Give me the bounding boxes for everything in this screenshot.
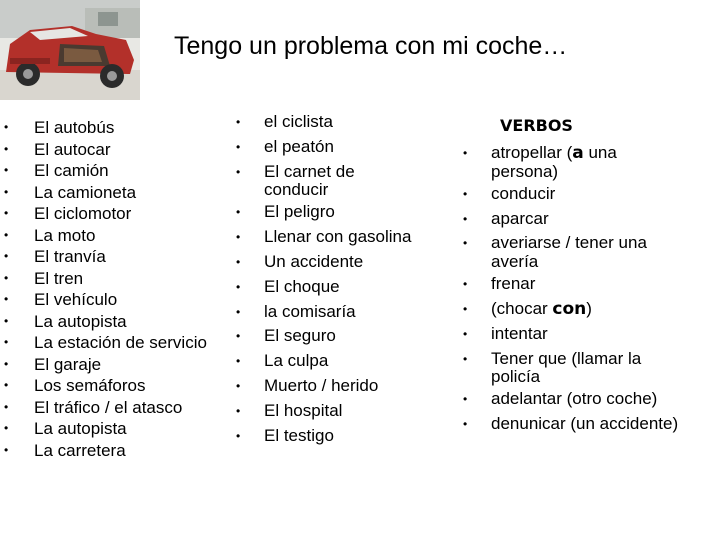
verb-emphasis: a	[572, 143, 584, 163]
list-item-label-continued: conducir	[264, 180, 329, 200]
list-item-label: El vehículo	[34, 290, 118, 309]
bullet-icon: •	[236, 428, 241, 443]
list-item-label: El ciclomotor	[34, 204, 132, 223]
list-item	[236, 399, 411, 424]
verb-text-continued: avería	[491, 252, 539, 272]
list-item	[4, 418, 207, 440]
list-item-label: El tráfico / el atasco	[34, 397, 183, 417]
list-item	[4, 397, 207, 419]
list-item-label: El autocar	[34, 139, 111, 159]
list-item-label: El garaje	[34, 354, 102, 374]
verb-text: frenar	[491, 274, 536, 294]
list-item	[4, 182, 207, 204]
bullet-icon: •	[236, 403, 241, 418]
verb-text: averiarse / tener una	[491, 233, 647, 253]
bullet-icon: •	[463, 236, 468, 251]
list-item	[4, 117, 207, 139]
list-item-label: El tren	[34, 268, 84, 288]
list-item	[463, 231, 678, 272]
list-item-label: Muerto / herido	[264, 375, 379, 395]
bullet-icon: •	[236, 164, 241, 179]
vocab-list-accident	[236, 110, 412, 448]
list-item	[236, 424, 411, 449]
bullet-icon: •	[236, 378, 241, 393]
list-item	[463, 347, 678, 388]
car-illustration	[0, 0, 140, 100]
bullet-icon: •	[4, 335, 9, 349]
bullet-icon: •	[4, 378, 9, 392]
list-item-label: El testigo	[264, 425, 334, 445]
verbs-list	[463, 141, 679, 437]
verb-text-after: una	[583, 143, 617, 162]
bullet-icon: •	[463, 211, 468, 226]
list-item-label: La moto	[34, 225, 96, 245]
bullet-icon: •	[463, 301, 468, 316]
list-item	[236, 200, 411, 225]
verb-text-after: )	[586, 298, 592, 318]
verb-text: (chocar	[491, 298, 553, 318]
verb-text-continued: persona)	[491, 161, 559, 181]
bullet-icon: •	[236, 279, 241, 294]
list-item-label: La culpa	[264, 351, 329, 371]
list-item	[236, 160, 411, 201]
list-item-label: El carnet de	[264, 161, 355, 181]
list-item-label: Llenar con gasolina	[264, 227, 412, 247]
verb-emphasis: con	[552, 298, 587, 319]
verb-text-continued: policía	[491, 367, 541, 387]
list-item	[463, 297, 678, 322]
bullet-icon: •	[236, 230, 241, 245]
bullet-icon: •	[236, 205, 241, 220]
list-item	[236, 300, 411, 325]
bullet-icon: •	[236, 254, 241, 269]
list-item	[4, 354, 207, 376]
bullet-icon: •	[4, 356, 9, 371]
list-item-label: La autopista	[34, 419, 127, 438]
list-item-label: La carretera	[34, 440, 126, 460]
bullet-icon: •	[4, 313, 9, 328]
list-item	[236, 110, 411, 135]
list-item	[4, 225, 207, 247]
list-item	[463, 272, 678, 297]
list-item	[4, 375, 207, 397]
list-item	[4, 139, 207, 161]
verb-text: denunicar (un accidente)	[491, 414, 679, 434]
list-item-label: el ciclista	[264, 112, 333, 131]
list-item-label: La estación de servicio	[34, 333, 207, 352]
bullet-icon: •	[4, 292, 9, 306]
bullet-icon: •	[236, 115, 241, 129]
vocab-list-vehicles	[4, 117, 207, 461]
damaged-car-photo	[0, 0, 140, 100]
list-item-label: El autobús	[34, 118, 115, 137]
bullet-icon: •	[236, 304, 241, 319]
bullet-icon: •	[4, 163, 9, 177]
list-item	[4, 311, 207, 333]
list-item	[236, 349, 411, 374]
verb-text: aparcar	[491, 208, 549, 228]
bullet-icon: •	[463, 146, 468, 160]
bullet-icon: •	[463, 417, 468, 432]
bullet-icon: •	[4, 421, 9, 435]
bullet-icon: •	[463, 186, 468, 201]
bullet-icon: •	[4, 141, 9, 156]
list-item	[236, 135, 411, 160]
list-item	[236, 374, 411, 399]
list-item-label: El seguro	[264, 326, 336, 346]
bullet-icon: •	[463, 392, 468, 407]
bullet-icon: •	[4, 270, 9, 285]
bullet-icon: •	[4, 442, 9, 457]
list-item	[463, 207, 678, 232]
verb-text: adelantar (otro coche)	[491, 389, 658, 409]
verb-text: atropellar (	[491, 143, 573, 162]
list-item-label: La autopista	[34, 311, 127, 331]
list-item-label: Un accidente	[264, 251, 364, 271]
list-item	[236, 225, 412, 250]
list-item-label: El hospital	[264, 400, 343, 420]
list-item	[4, 160, 207, 182]
bullet-icon: •	[236, 139, 241, 154]
list-item	[4, 246, 207, 268]
list-item-label: El camión	[34, 161, 109, 180]
verbs-heading: VERBOS	[500, 116, 573, 135]
verb-text: Tener que (llamar la	[491, 348, 642, 368]
bullet-icon: •	[236, 354, 241, 369]
list-item-label: el peatón	[264, 136, 334, 156]
list-item	[4, 289, 207, 311]
bullet-icon: •	[4, 206, 9, 220]
bullet-icon: •	[463, 277, 468, 292]
list-item	[463, 412, 679, 437]
bullet-icon: •	[463, 351, 468, 366]
bullet-icon: •	[4, 184, 9, 199]
list-item	[236, 250, 411, 275]
list-item-label: la comisaría	[264, 301, 356, 321]
list-item	[463, 141, 678, 182]
bullet-icon: •	[4, 399, 9, 414]
list-item	[4, 203, 207, 225]
list-item	[236, 324, 411, 349]
bullet-icon: •	[463, 326, 468, 341]
list-item-label: El peligro	[264, 202, 335, 222]
list-item	[4, 440, 207, 462]
verb-text: intentar	[491, 323, 548, 343]
bullet-icon: •	[4, 249, 9, 263]
bullet-icon: •	[236, 329, 241, 344]
list-item-label: El tranvía	[34, 247, 106, 266]
list-item-label: El choque	[264, 276, 340, 296]
list-item	[236, 275, 411, 300]
page-title: Tengo un problema con mi coche…	[174, 32, 568, 60]
verb-text: conducir	[491, 183, 556, 203]
list-item	[4, 332, 207, 354]
bullet-icon: •	[4, 120, 9, 134]
list-item-label: Los semáforos	[34, 376, 146, 395]
list-item-label: La camioneta	[34, 182, 137, 202]
list-item	[463, 182, 678, 207]
list-item	[463, 387, 678, 412]
bullet-icon: •	[4, 227, 9, 242]
list-item	[4, 268, 207, 290]
list-item	[463, 322, 678, 347]
